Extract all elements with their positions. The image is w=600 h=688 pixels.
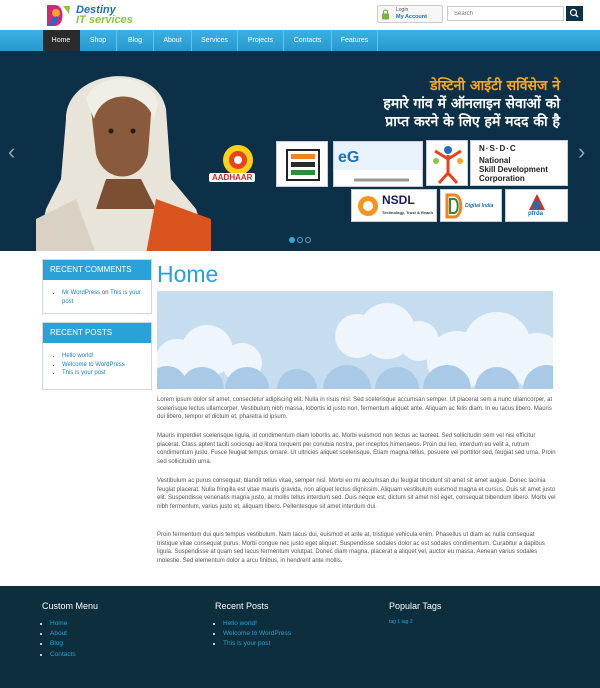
site-header: [0, 0, 600, 30]
nsdl-swirl-icon: [356, 194, 380, 218]
hero-line1: डेस्टिनी आईटी सर्विसेज ने: [430, 78, 560, 94]
content-paragraph: Vestibulum ac purus consequat, blandit tellus vitae, semper nisl. Morbi eu mi accumsan dui feugiat tincidunt sit amet sit amet augue. Donec lacinia feugiat placerat. Nulla fringilla est vitae mauris gravida, non aliquet lectus dignissim. Aliquam vestibulum euismod magna et cursus. Duis sit amet justo elit. Suspendisse venenatis magna justo, at mollis tellus interdum sed. Duis neque est, dictum sit amet nisl eget, consequat bibendum libero. Morbi vel nibh fermentum, varius justo et, aliquam libero. Pellentesque sit amet interdum dui.: [157, 478, 556, 510]
login-label: Login: [396, 7, 409, 13]
nav-item-home[interactable]: Home: [43, 30, 80, 51]
my-account-label: My Account: [396, 14, 427, 20]
hero-line3: प्राप्त करने के लिए हमें मदद की है: [385, 114, 560, 130]
nsdl-logo: [351, 189, 437, 222]
nav-item-blog[interactable]: Blog: [117, 30, 154, 51]
nsdc-title: N·S·D·C: [479, 144, 517, 153]
nav-item-services[interactable]: Services: [192, 30, 238, 51]
content-paragraph: Proin fermentum dui quis tempus vestibulum. Nam lacus dui, euismod et ante at, tristique vehicula enim. Phasellus ut diam ac nulla consequat tristique vitae consequat purus. Morbi congue nec justo eget aliquet. Suspendisse sodales dolor ac est sodales condimentum. Curabitur a dapibus ligula. Suspendisse at quam sed lacus fermentum volutpat. Donec diam magna, placerat a aliquet vel, auctor eu massa. Aenean varius sodales molestie. Sed elementum dolor a arcu finibus, in hendrerit ante mollis.: [157, 532, 545, 564]
login-button[interactable]: [377, 5, 443, 23]
nav-item-projects[interactable]: Projects: [238, 30, 284, 51]
footer-recent-posts: [215, 601, 291, 650]
footer-custom-menu: [42, 601, 98, 660]
people-icon: [427, 141, 468, 186]
aadhaar-label: AADHAAR: [209, 173, 255, 182]
egov-icon: [334, 142, 423, 187]
footer-link-contacts[interactable]: • Contacts: [50, 650, 98, 660]
search-button[interactable]: [566, 6, 583, 21]
nsdc-figure-logo: [426, 140, 468, 186]
content-paragraph: Lorem ipsum dolor sit amet, consectetur adipiscing elit. Nulla in risus nisl. Sed scelerisque accumsan semper. Ut placerat sem a nunc ullamcorper, at scelerisque lectus ullamcorper. Vestibulum nibh massa, lobortis id justo non, fermentum aliquet ante. Aliquam ac felis diam. In eu lacus libero. Mauris dui libero, tempor et dictum et, pharetra id ipsum.: [157, 397, 553, 421]
hero-slider: [0, 51, 600, 251]
recent-posts-list: [43, 343, 151, 386]
footer-custom-menu-title: Custom Menu: [42, 601, 99, 611]
search-icon: [566, 6, 583, 21]
footer-link-home[interactable]: • Home: [50, 619, 98, 629]
logo-line1: Destiny: [76, 4, 116, 16]
nav-list: [43, 30, 378, 51]
nsdc-line1: National: [479, 156, 511, 165]
digital-india-logo: [440, 189, 502, 222]
footer-popular-tags-title: Popular Tags: [389, 601, 442, 611]
nav-item-contacts[interactable]: Contacts: [284, 30, 332, 51]
recent-post-link[interactable]: • This is your post: [62, 369, 145, 378]
slider-dot-3[interactable]: [305, 237, 311, 243]
nsdc-line2: Skill Development: [479, 165, 548, 174]
slider-next-arrow[interactable]: ›: [578, 139, 586, 164]
recent-post-link[interactable]: • Welcome to WordPress: [62, 361, 145, 370]
nav-item-features[interactable]: Features: [332, 30, 378, 51]
recent-post-link[interactable]: • Hello world!: [62, 352, 145, 361]
slider-prev-arrow[interactable]: ‹: [8, 139, 16, 164]
egov-logo: [333, 141, 423, 187]
slider-dot-1[interactable]: [289, 237, 295, 243]
footer-post-link[interactable]: • This is your post: [223, 639, 291, 649]
nav-item-about[interactable]: About: [154, 30, 192, 51]
election-logo: [276, 141, 328, 187]
slider-dot-2[interactable]: [297, 237, 303, 243]
comment-post-link[interactable]: This is your post: [62, 290, 141, 305]
pfrda-label: pfrda: [528, 211, 543, 217]
clouds-banner-image: [157, 291, 553, 389]
main-nav: [0, 30, 600, 51]
nsdl-tagline: Technology, Trust & Reach: [382, 210, 433, 215]
pfrda-icon: [527, 192, 547, 212]
search-input[interactable]: [447, 6, 564, 21]
nsdc-logo: [470, 140, 568, 186]
site-logo[interactable]: [43, 2, 133, 29]
comment-author-link[interactable]: Mr WordPress: [62, 290, 101, 296]
site-footer: [0, 586, 600, 688]
recent-posts-title: RECENT POSTS: [43, 323, 151, 343]
footer-link-about[interactable]: • About: [50, 629, 98, 639]
pfrda-logo: [505, 189, 568, 222]
nsdc-line3: Corporation: [479, 174, 525, 183]
footer-custom-menu-list: [42, 619, 98, 660]
digital-india-label: Digital India: [465, 203, 494, 209]
recent-comment-item: [62, 289, 145, 306]
hero-line2: हमारे गांव में ऑनलाइन सेवाओं को: [383, 96, 560, 112]
recent-comments-title: RECENT COMMENTS: [43, 260, 151, 280]
recent-comments-widget: [42, 259, 152, 314]
content-paragraph: Mauris imperdiet scelerisque ligula, id condimentum diam lobortis ac. Morbi euismod non lectus ac laoreet. Sed sollicitudin sem vel nisi efficitur placerat. Class aptent taciti sociosqu ad litora torquent per conubia nostra, per inceptos himenaeos. Proin dui leo, interdum eu velit a, rutrum condimentum justo. Fusce feugiat tempus ornare. Ut ultricies aliquet scelerisque. Etiam magna tellus, posuere vel porttitor sed, feugiat sed urna. Proin sed sollicitudin urna.: [157, 433, 556, 465]
footer-post-link[interactable]: • Hello world!: [223, 619, 291, 629]
recent-comments-list: [43, 280, 151, 314]
footer-post-link[interactable]: • Welcome to WordPress: [223, 629, 291, 639]
digital-india-icon: [444, 193, 464, 219]
comment-on-text: on: [101, 290, 109, 296]
slider-pagination: [289, 237, 311, 243]
aadhaar-logo: [205, 140, 271, 186]
logo-text: [76, 5, 133, 25]
footer-popular-tags: [389, 601, 441, 625]
svg-text:eG: eG: [338, 149, 360, 166]
hero-headline: [383, 77, 560, 131]
footer-recent-posts-list: [215, 619, 291, 650]
recent-posts-widget: [42, 322, 152, 390]
lock-icon: [381, 9, 390, 20]
logo-mark-icon: [43, 2, 73, 29]
tag-links[interactable]: tag 1 tag 2: [389, 619, 413, 625]
ballot-icon: [277, 142, 328, 187]
page-title: Home: [157, 261, 219, 287]
clouds-illustration: [157, 291, 553, 389]
logo-line2: IT services: [76, 14, 133, 26]
footer-recent-posts-title: Recent Posts: [215, 601, 269, 611]
footer-link-blog[interactable]: • Blog: [50, 639, 98, 649]
hero-person-image: [36, 59, 211, 251]
nsdl-label: NSDL: [382, 193, 415, 207]
nav-item-shop[interactable]: Shop: [80, 30, 117, 51]
